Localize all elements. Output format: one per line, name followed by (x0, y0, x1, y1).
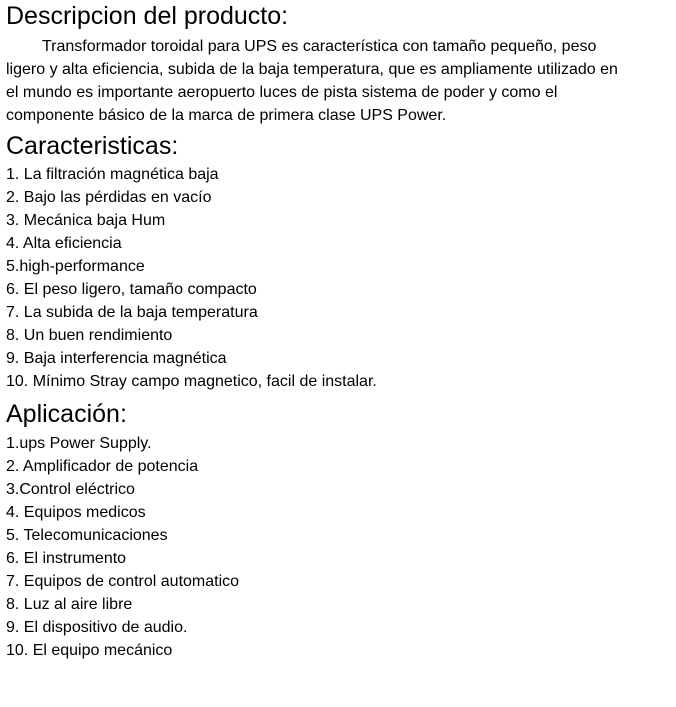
feature-item: 4. Alta eficiencia (6, 235, 122, 252)
feature-item: 5.high-performance (6, 258, 145, 275)
application-item: 8. Luz al aire libre (6, 596, 133, 613)
application-item: 5. Telecomunicaciones (6, 527, 168, 544)
applications-list (6, 432, 672, 662)
application-item: 1.ups Power Supply. (6, 435, 152, 452)
application-item: 6. El instrumento (6, 550, 127, 567)
feature-item: 3. Mecánica baja Hum (6, 212, 166, 229)
features-list (6, 163, 672, 393)
application-item: 7. Equipos de control automatico (6, 573, 240, 590)
feature-item: 2. Bajo las pérdidas en vacío (6, 189, 212, 206)
feature-item: 8. Un buen rendimiento (6, 327, 173, 344)
feature-item: 7. La subida de la baja temperatura (6, 304, 258, 321)
feature-item: 10. Mínimo Stray campo magnetico, facil de instalar. (6, 373, 377, 390)
description-text: Transformador toroidal para UPS es característica con tamaño pequeño, peso ligero y alta eficiencia, subida de la baja temperatura, que es ampliamente utilizado en el mundo es importante aeropuerto luces de pista sistema de poder y como el componente básico de la marca de primera clase UPS Power. (6, 38, 618, 124)
application-item: 3.Control eléctrico (6, 481, 135, 498)
applications-heading: Aplicación: (6, 400, 127, 428)
feature-item: 6. El peso ligero, tamaño compacto (6, 281, 257, 298)
application-item: 9. El dispositivo de audio. (6, 619, 188, 636)
features-heading: Caracteristicas: (6, 132, 179, 160)
feature-item: 1. La filtración magnética baja (6, 166, 219, 183)
application-item: 4. Equipos medicos (6, 504, 146, 521)
feature-item: 9. Baja interferencia magnética (6, 350, 227, 367)
application-item: 2. Amplificador de potencia (6, 458, 199, 475)
product-document (6, 0, 672, 662)
description-heading: Descripcion del producto: (6, 2, 289, 30)
application-item: 10. El equipo mecánico (6, 642, 173, 659)
